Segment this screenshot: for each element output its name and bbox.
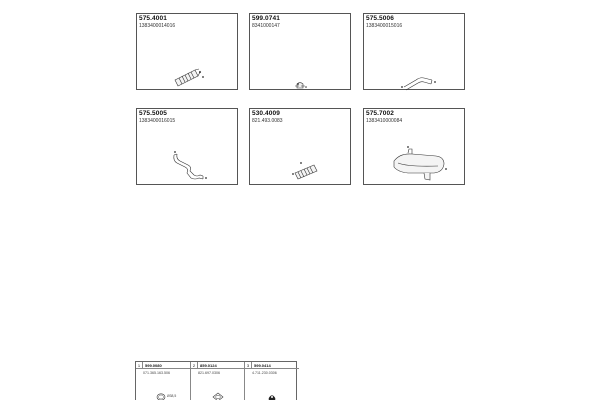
flex-pipe-icon bbox=[250, 109, 352, 186]
bent-pipe-icon bbox=[364, 14, 466, 91]
accessories-strip bbox=[135, 361, 297, 400]
accessory-index: 1 bbox=[136, 362, 143, 369]
part-number: 575.7002 bbox=[366, 110, 394, 117]
part-card-2[interactable] bbox=[249, 13, 351, 90]
part-number: 575.5006 bbox=[366, 15, 394, 22]
clamp-icon bbox=[250, 14, 352, 91]
accessory-number: 599.0414 bbox=[254, 363, 271, 368]
rubber-mount-icon bbox=[245, 362, 299, 400]
part-number: 575.5005 bbox=[139, 110, 167, 117]
accessory-code: 4.711.230.0306 bbox=[252, 371, 277, 375]
accessory-code: 821.697.0306 bbox=[198, 371, 220, 375]
front-pipe-icon bbox=[137, 109, 239, 186]
part-code: 1383400015016 bbox=[366, 23, 403, 29]
accessory-number: 599.0080 bbox=[145, 363, 162, 368]
accessory-dimension: Ø38,5 bbox=[167, 394, 177, 398]
accessory-code: 071.365.163.506 bbox=[143, 371, 170, 375]
part-card-6[interactable] bbox=[363, 108, 465, 185]
accessory-index: 3 bbox=[245, 362, 252, 369]
part-code: 1383400016015 bbox=[139, 118, 176, 124]
part-card-3[interactable] bbox=[363, 13, 465, 90]
part-code: 821.493.0083 bbox=[252, 118, 283, 124]
rear-muffler-icon bbox=[364, 109, 466, 186]
accessory-index: 2 bbox=[191, 362, 198, 369]
accessory-1[interactable] bbox=[136, 362, 190, 400]
part-code: 8341000147 bbox=[252, 23, 280, 29]
accessory-number: 859.0124 bbox=[200, 363, 217, 368]
part-card-4[interactable] bbox=[136, 108, 238, 185]
accessory-2[interactable] bbox=[190, 362, 244, 400]
flex-pipe-icon bbox=[137, 14, 239, 91]
accessory-3[interactable] bbox=[244, 362, 298, 400]
part-number: 575.4001 bbox=[139, 15, 167, 22]
part-card-5[interactable] bbox=[249, 108, 351, 185]
part-code: 1383400014016 bbox=[139, 23, 176, 29]
part-number: 599.0741 bbox=[252, 15, 280, 22]
gasket-icon bbox=[191, 362, 245, 400]
part-code: 1383410000084 bbox=[366, 118, 403, 124]
part-card-1[interactable] bbox=[136, 13, 238, 90]
part-number: 530.4009 bbox=[252, 110, 280, 117]
sealing-ring-icon bbox=[136, 362, 190, 400]
